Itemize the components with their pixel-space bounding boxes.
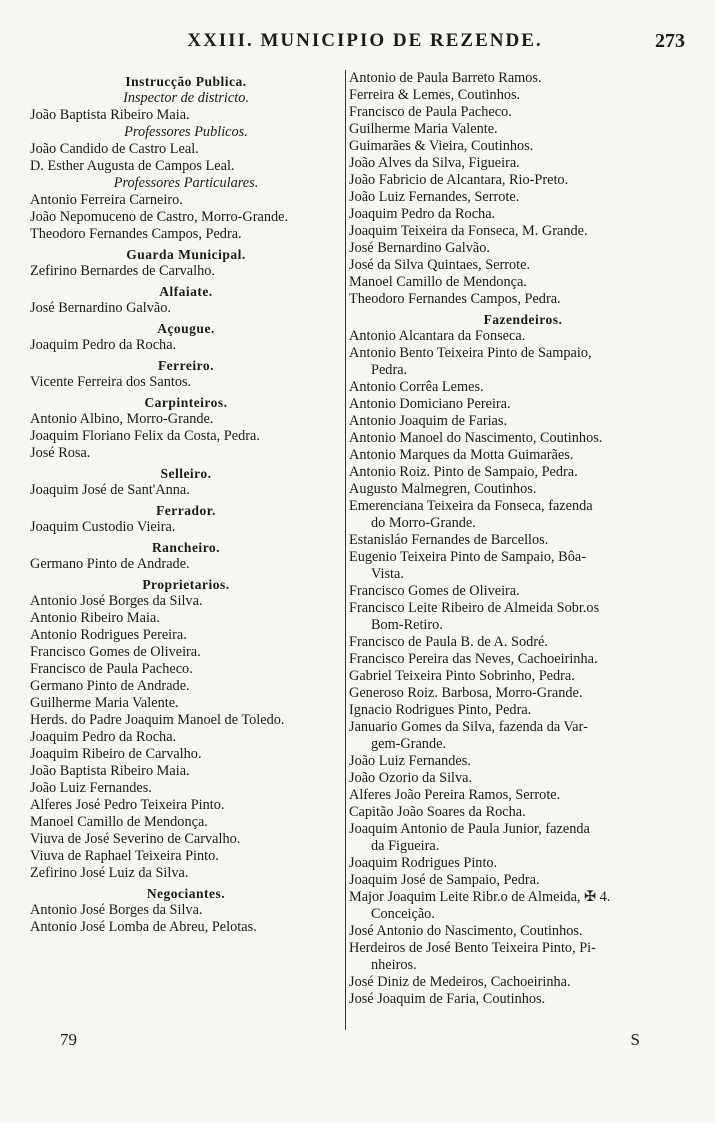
signature-mark-left: 79 xyxy=(60,1030,77,1049)
section-heading: Negociantes. xyxy=(146,886,226,901)
list-item: Vicente Ferreira dos Santos. xyxy=(30,374,192,390)
list-item: Alferes José Pedro Teixeira Pinto. xyxy=(30,797,225,813)
list-item: Eugenio Teixeira Pinto de Sampaio, Bôa- xyxy=(349,549,586,565)
list-item: Antonio Domiciano Pereira. xyxy=(349,396,511,412)
list-item: Francisco Gomes de Oliveira. xyxy=(30,644,201,660)
list-item: Joaquim Pedro da Rocha. xyxy=(30,729,177,745)
list-item: Joaquim Teixeira da Fonseca, M. Grande. xyxy=(349,223,588,239)
list-item: Francisco de Paula Pacheco. xyxy=(30,661,193,677)
page-title: XXIII. MUNICIPIO DE REZENDE. xyxy=(187,30,543,51)
list-item: Antonio José Borges da Silva. xyxy=(30,593,203,609)
list-item: Francisco Gomes de Oliveira. xyxy=(349,583,520,599)
list-item: Theodoro Fernandes Campos, Pedra. xyxy=(349,291,561,307)
list-item: Januario Gomes da Silva, fazenda da Var- xyxy=(349,719,588,735)
list-item: Antonio Ferreira Carneiro. xyxy=(30,192,183,208)
section-heading: Alfaiate. xyxy=(159,284,213,299)
list-item: João Candido de Castro Leal. xyxy=(30,141,199,157)
list-item: Guimarães & Vieira, Coutinhos. xyxy=(349,138,534,154)
list-item: Theodoro Fernandes Campos, Pedra. xyxy=(30,226,242,242)
list-item: Antonio Roiz. Pinto de Sampaio, Pedra. xyxy=(349,464,578,480)
list-item-continuation: gem-Grande. xyxy=(371,736,447,752)
list-item: Manoel Camillo de Mendonça. xyxy=(349,274,527,290)
list-item: Joaquim Rodrigues Pinto. xyxy=(349,855,498,871)
list-item: Antonio Albino, Morro-Grande. xyxy=(30,411,214,427)
list-item: Viuva de Raphael Teixeira Pinto. xyxy=(30,848,219,864)
list-item: Capitão João Soares da Rocha. xyxy=(349,804,526,820)
list-item: José Joaquim de Faria, Coutinhos. xyxy=(349,991,546,1007)
list-item: Francisco de Paula B. de A. Sodré. xyxy=(349,634,548,650)
list-item: João Baptista Ribeiro Maia. xyxy=(30,763,190,779)
list-item-continuation: Conceição. xyxy=(371,906,435,922)
list-item: Joaquim Pedro da Rocha. xyxy=(349,206,496,222)
page-number: 273 xyxy=(655,30,685,52)
list-item: Emerenciana Teixeira da Fonseca, fazenda xyxy=(349,498,593,514)
list-item: Antonio José Lomba de Abreu, Pelotas. xyxy=(30,919,257,935)
left-column xyxy=(30,70,342,936)
list-item: Viuva de José Severino de Carvalho. xyxy=(30,831,241,847)
section-subheading: Professores Publicos. xyxy=(124,124,248,140)
list-item: Antonio Marques da Motta Guimarães. xyxy=(349,447,574,463)
list-item: D. Esther Augusta de Campos Leal. xyxy=(30,158,235,174)
section-heading: Rancheiro. xyxy=(151,540,221,555)
list-item: Antonio de Paula Barreto Ramos. xyxy=(349,70,542,86)
list-item: Guilherme Maria Valente. xyxy=(30,695,179,711)
section-heading: Fazendeiros. xyxy=(483,312,563,327)
list-item: João Fabricio de Alcantara, Rio-Preto. xyxy=(349,172,569,188)
list-item: José Antonio do Nascimento, Coutinhos. xyxy=(349,923,583,939)
list-item: Antonio Manoel do Nascimento, Coutinhos. xyxy=(349,430,603,446)
list-item: Augusto Malmegren, Coutinhos. xyxy=(349,481,537,497)
list-item: Zefirino José Luiz da Silva. xyxy=(30,865,189,881)
list-item: Zefirino Bernardes de Carvalho. xyxy=(30,263,215,279)
list-item-continuation: da Figueira. xyxy=(371,838,440,854)
list-item: João Luiz Fernandes, Serrote. xyxy=(349,189,520,205)
list-item: Antonio Joaquim de Farias. xyxy=(349,413,508,429)
list-item: Estanisláo Fernandes de Barcellos. xyxy=(349,532,549,548)
section-heading: Proprietarios. xyxy=(142,577,230,592)
list-item: Ferreira & Lemes, Coutinhos. xyxy=(349,87,521,103)
list-item: José Bernardino Galvão. xyxy=(30,300,171,316)
list-item: João Luiz Fernandes. xyxy=(349,753,471,769)
right-column xyxy=(345,70,697,1030)
list-item: Joaquim Pedro da Rocha. xyxy=(30,337,177,353)
list-item: Antonio José Borges da Silva. xyxy=(30,902,203,918)
list-item: Antonio Alcantara da Fonseca. xyxy=(349,328,526,344)
list-item: Joaquim Ribeiro de Carvalho. xyxy=(30,746,202,762)
list-item: Germano Pinto de Andrade. xyxy=(30,556,190,572)
list-item: Gabriel Teixeira Pinto Sobrinho, Pedra. xyxy=(349,668,575,684)
list-item-continuation: nheiros. xyxy=(371,957,417,973)
list-item: Joaquim Antonio de Paula Junior, fazenda xyxy=(349,821,590,837)
list-item: Francisco de Paula Pacheco. xyxy=(349,104,512,120)
list-item: João Alves da Silva, Figueira. xyxy=(349,155,520,171)
list-item: Ignacio Rodrigues Pinto, Pedra. xyxy=(349,702,532,718)
list-item: João Baptista Ribeiro Maia. xyxy=(30,107,190,123)
list-item: Joaquim Floriano Felix da Costa, Pedra. xyxy=(30,428,260,444)
section-heading: Açougue. xyxy=(157,321,215,336)
section-heading: Ferreiro. xyxy=(157,358,215,373)
list-item-continuation: Pedra. xyxy=(371,362,408,378)
list-item: Major Joaquim Leite Ribr.o de Almeida, ✠ 4. xyxy=(349,889,611,905)
list-item: Guilherme Maria Valente. xyxy=(349,121,498,137)
section-heading: Selleiro. xyxy=(160,466,212,481)
list-item: Joaquim José de Sampaio, Pedra. xyxy=(349,872,540,888)
list-item: Antonio Bento Teixeira Pinto de Sampaio, xyxy=(349,345,592,361)
section-subheading: Inspector de districto. xyxy=(123,90,249,106)
list-item: Generoso Roiz. Barbosa, Morro-Grande. xyxy=(349,685,583,701)
list-item: José Bernardino Galvão. xyxy=(349,240,490,256)
list-item: Herds. do Padre Joaquim Manoel de Toledo. xyxy=(30,712,285,728)
list-item-continuation: Bom-Retiro. xyxy=(371,617,443,633)
section-subheading: Professores Particulares. xyxy=(113,175,259,191)
list-item: José da Silva Quintaes, Serrote. xyxy=(349,257,531,273)
list-item: Francisco Leite Ribeiro de Almeida Sobr.os xyxy=(349,600,600,616)
list-item: José Rosa. xyxy=(30,445,91,461)
list-item-continuation: do Morro-Grande. xyxy=(371,515,476,531)
list-item: Francisco Pereira das Neves, Cachoeirinha. xyxy=(349,651,598,667)
list-item: Herdeiros de José Bento Teixeira Pinto, Pi- xyxy=(349,940,596,956)
list-item: Joaquim Custodio Vieira. xyxy=(30,519,176,535)
section-heading: Ferrador. xyxy=(156,503,216,518)
list-item: João Luiz Fernandes. xyxy=(30,780,152,796)
list-item: João Ozorio da Silva. xyxy=(349,770,473,786)
list-item: José Diniz de Medeiros, Cachoeirinha. xyxy=(349,974,571,990)
list-item: Joaquim José de Sant'Anna. xyxy=(30,482,190,498)
list-item: Manoel Camillo de Mendonça. xyxy=(30,814,208,830)
signature-mark-right: S xyxy=(630,1030,640,1049)
list-item-continuation: Vista. xyxy=(371,566,404,582)
section-heading: Instrucção Publica. xyxy=(125,74,247,89)
page-header xyxy=(40,30,690,58)
list-item: João Nepomuceno de Castro, Morro-Grande. xyxy=(30,209,289,225)
list-item: Antonio Rodrigues Pereira. xyxy=(30,627,187,643)
list-item: Antonio Corrêa Lemes. xyxy=(349,379,484,395)
list-item: Alferes João Pereira Ramos, Serrote. xyxy=(349,787,561,803)
list-item: Antonio Ribeiro Maia. xyxy=(30,610,160,626)
section-heading: Carpinteiros. xyxy=(144,395,228,410)
section-heading: Guarda Municipal. xyxy=(126,247,246,262)
list-item: Germano Pinto de Andrade. xyxy=(30,678,190,694)
